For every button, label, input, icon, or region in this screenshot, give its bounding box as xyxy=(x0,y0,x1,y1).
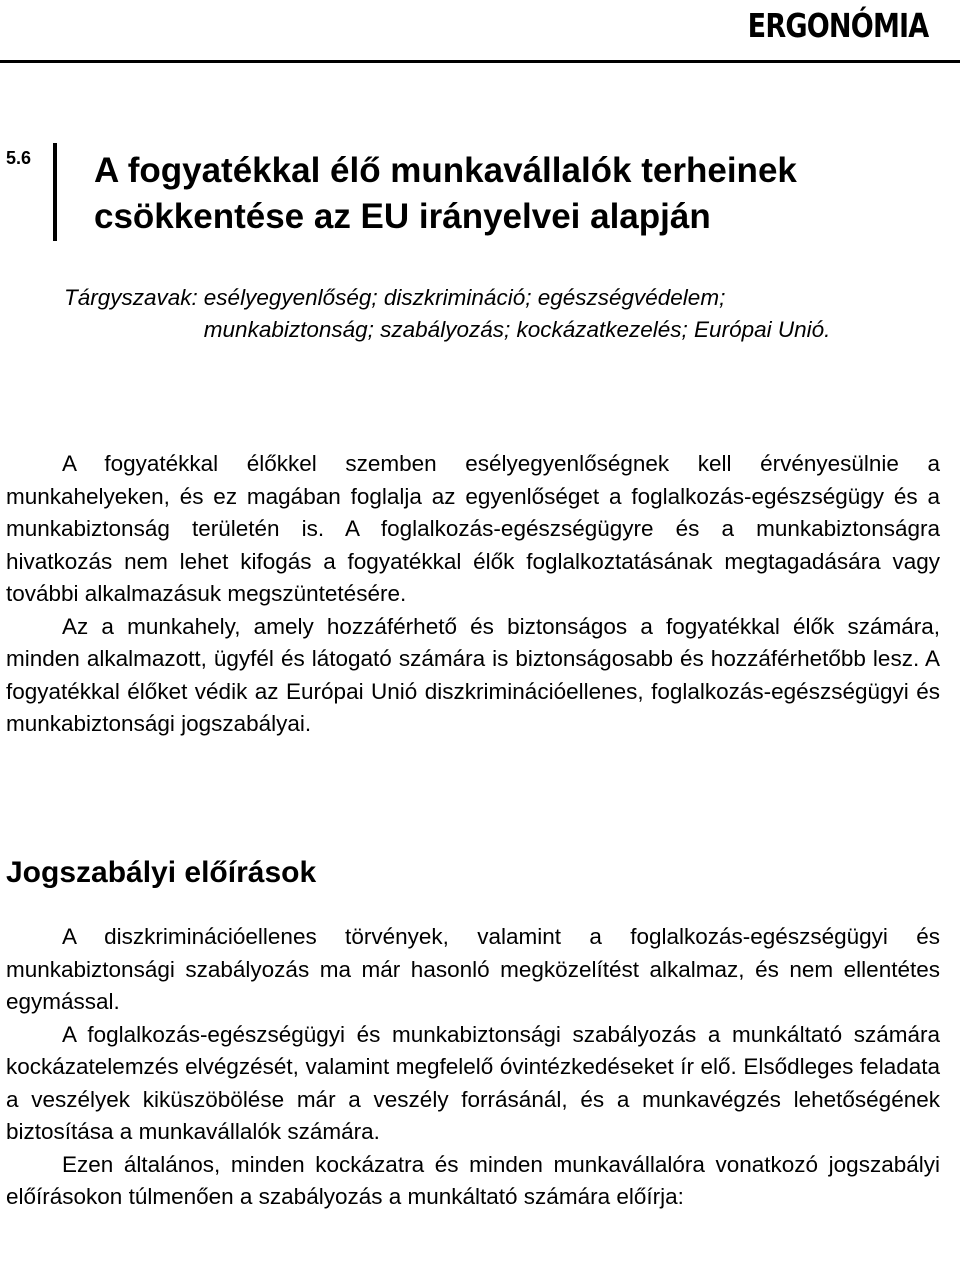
running-header: ERGONÓMIA xyxy=(747,6,928,45)
title-bar xyxy=(53,143,57,241)
paragraph: A foglalkozás-egészségügyi és munkabiztonsági szabályozás a munkáltató számára kockázatelemzés elvégzését, valamint megfelelő óvintézkedéseket ír elő. Elsődleges feladata a veszélyek kiküszöbölése már a veszély forrásánál, és a munkavégzés lehetőségének biztosítása a munkavállalók számára. xyxy=(6,1021,940,1144)
paragraph: A fogyatékkal élőkkel szemben esélyegyenlőségnek kell érvényesülnie a munkahelyeken, és ez magában foglalja az egyenlőséget a foglalkozás-egészségügy és a munkabiztonság területén is. A foglalkozás-egészségügyre és a munkabiztonságra hivatkozás nem lehet kifogás a fogyatékkal élők foglalkoztatásának megtagadására vagy további alkalmazásuk megszüntetésére. xyxy=(6,451,940,606)
paragraph: Az a munkahely, amely hozzáférhető és biztonságos a fogyatékkal élők számára, minden alkalmazott, ügyfél és látogató számára is biztonságosabb és hozzáférhetőbb lesz. A fogyatékkal élőket védik az Európai Unió diszkriminációellenes, foglalkozás-egészségügyi és munkabiztonsági jogszabályai. xyxy=(6,613,940,736)
section-number: 5.6 xyxy=(6,148,32,168)
keywords xyxy=(64,282,954,346)
section-title: A fogyatékkal élő munkavállalók terheinek csökkentése az EU irányelvei alapján xyxy=(94,151,797,236)
header-rule xyxy=(0,60,960,63)
legal-section-heading: Jogszabályi előírások xyxy=(6,856,317,889)
keywords-text: esélyegyenlőség; diszkrimináció; egészségvédelem; munkabiztonság; szabályozás; kockázatkezelés; Európai Unió. xyxy=(203,285,831,342)
paragraph: Ezen általános, minden kockázatra és minden munkavállalóra vonatkozó jogszabályi előírásokon túlmenően a szabályozás a munkáltató számára előírja: xyxy=(6,1151,940,1209)
paragraph: A diszkriminációellenes törvények, valamint a foglalkozás-egészségügyi és munkabiztonsági szabályozás ma már hasonló megközelítést alkalmaz, és nem ellentétes egymással. xyxy=(6,924,940,1014)
keywords-label: Tárgyszavak: xyxy=(64,285,198,310)
legal-section-text xyxy=(6,921,940,1214)
intro-text xyxy=(6,448,940,741)
